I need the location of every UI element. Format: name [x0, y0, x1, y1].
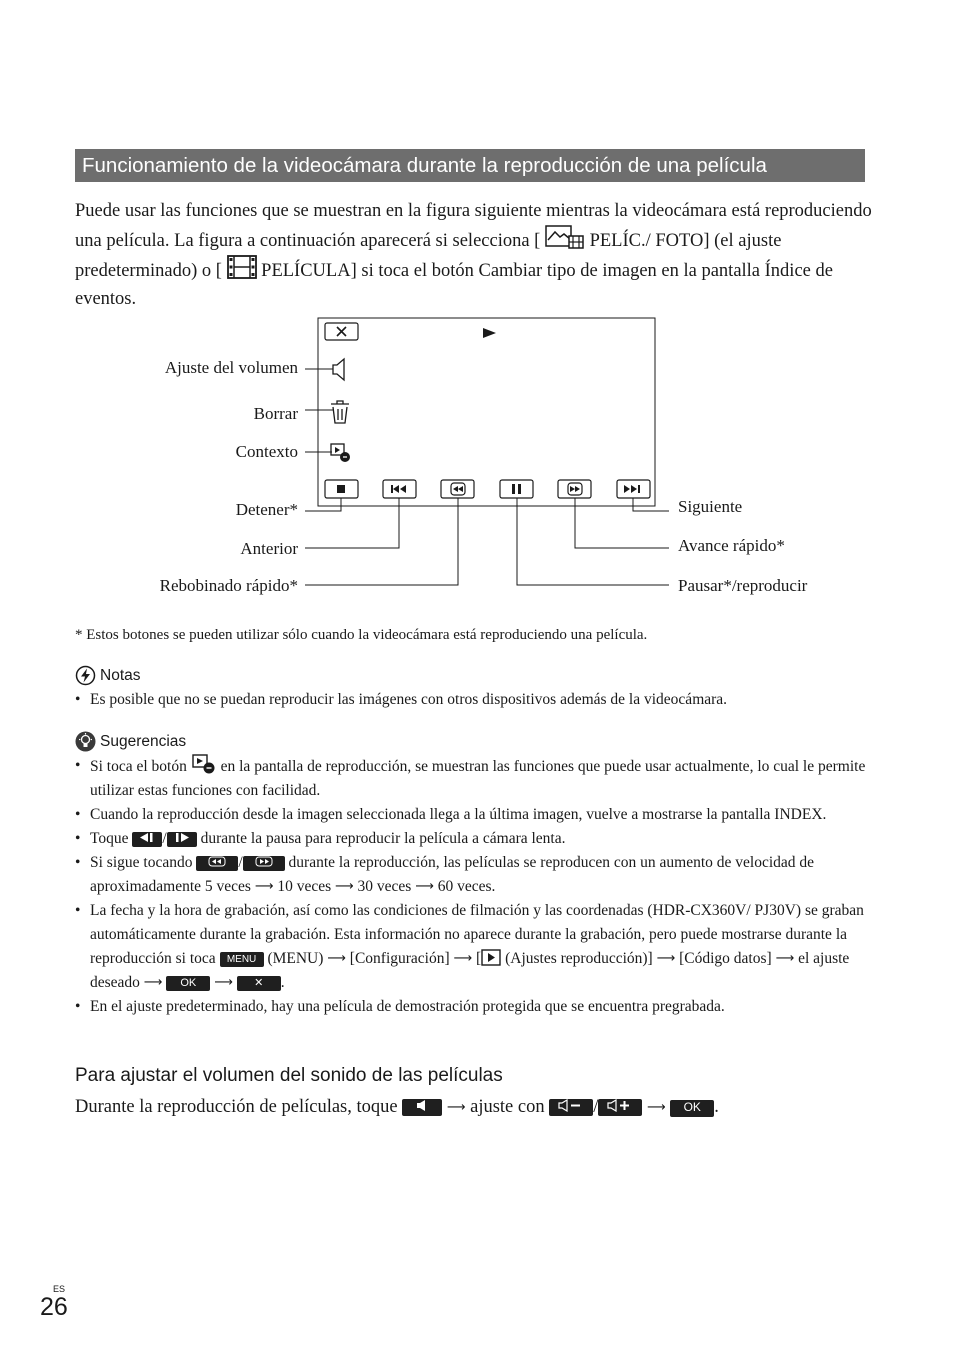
rewind-button-small: [196, 856, 238, 871]
menu-button: MENU: [220, 952, 264, 967]
arrow-icon: ⟶: [415, 879, 434, 894]
slow-forward-icon: [172, 832, 192, 843]
volume-section-title: Para ajustar el volumen del sonido de las películas: [75, 1065, 503, 1086]
arrow-icon: ⟶: [254, 879, 274, 894]
rewind-icon: [207, 856, 227, 867]
volume-up-icon: [606, 1099, 634, 1112]
volume-down-button: [549, 1099, 593, 1116]
label-volume: Ajuste del volumen: [164, 358, 298, 377]
tips-list: [75, 754, 875, 1019]
notes-heading: [75, 665, 141, 686]
intro-text-1: Puede usar las funciones que se muestran en la figura siguiente mientras la videocámara está reproduciendo una película. La figura a continuación aparecerá si selecciona [: [75, 201, 872, 251]
slow-forward-button: [167, 832, 197, 847]
label-next: Siguiente: [678, 497, 743, 516]
tips-heading: [75, 731, 186, 752]
volume-section-text: Durante la reproducción de películas, toque ⟶ ajuste con / ⟶ OK .: [75, 1097, 719, 1117]
arrow-icon: ⟶: [656, 951, 676, 966]
tip-text: [Código datos]: [679, 950, 772, 967]
ok-button: OK: [670, 1100, 714, 1117]
tip-text: 10 veces: [277, 878, 332, 895]
stop-icon: [337, 485, 345, 493]
arrow-icon: ⟶: [647, 1100, 666, 1115]
arrow-icon: ⟶: [335, 879, 354, 894]
ok-button: OK: [166, 976, 210, 991]
forward-icon: [254, 856, 274, 867]
forward-button-small: [243, 856, 285, 871]
next-button[interactable]: [617, 480, 650, 498]
volume-up-button: [598, 1099, 642, 1116]
footnote: * Estos botones se pueden utilizar sólo cuando la videocámara está reproduciendo una película.: [75, 627, 648, 643]
tip-text: 60 veces.: [437, 878, 496, 895]
list-item: • En el ajuste predeterminado, hay una película de demostración protegida que se encuentra pregrabada.: [75, 995, 875, 1019]
tip-text: Si toca el botón: [90, 758, 187, 775]
tip-text: (Ajustes reproducción)]: [505, 950, 653, 967]
volume-text: ajuste con: [470, 1097, 545, 1117]
arrow-icon: ⟶: [446, 1100, 466, 1115]
pause-button[interactable]: [500, 480, 533, 498]
section-heading: Funcionamiento de la videocámara durante la reproducción de una película: [75, 149, 865, 182]
volume-button-small: [402, 1099, 442, 1116]
forward-button[interactable]: [558, 480, 591, 498]
label-previous: Anterior: [240, 539, 298, 558]
tip-text: el ajuste deseado: [90, 950, 850, 991]
list-item: [75, 754, 875, 803]
page-number: 26: [40, 1293, 68, 1321]
list-item: • La fecha y la hora de grabación, así como las condiciones de filmación y las coordenadas (HDR-CX360V/ PJ30V) se graban automáticamente durante la grabación. Esta información no aparece durante la grabación, pero puede mostrarse durante la reproducción si toca MENU (MENU) ⟶ [Configuración] ⟶ [ (Ajustes reproducción)] ⟶ [Código datos] ⟶ el ajuste deseado ⟶ OK ⟶ ✕ .: [75, 899, 875, 995]
list-item: • Cuando la reproducción desde la imagen seleccionada llega a la última imagen, vuelve a mostrarse la pantalla INDEX.: [75, 803, 875, 827]
label-delete: Borrar: [253, 404, 298, 423]
list-item: • Es posible que no se puedan reproducir las imágenes con otros dispositivos además de la videocámara.: [75, 688, 875, 712]
context-icon: [191, 754, 217, 774]
notes-icon: [75, 665, 96, 686]
tip-text: durante la pausa para reproducir la película a cámara lenta.: [200, 830, 566, 847]
list-item: • Si sigue tocando / durante la reproducción, las películas se reproducen con un aumento de velocidad de aproximadamente 5 veces ⟶ 10 veces ⟶ 30 veces ⟶ 60 veces.: [75, 851, 875, 899]
tip-text: Toque: [90, 830, 129, 847]
list-item: • Toque / durante la pausa para reproducir la película a cámara lenta.: [75, 827, 875, 851]
arrow-icon: ⟶: [143, 975, 163, 990]
arrow-icon: ⟶: [327, 951, 346, 966]
tips-title: Sugerencias: [100, 732, 187, 750]
tip-text: [Configuración]: [349, 950, 450, 967]
label-forward: Avance rápido*: [678, 536, 785, 555]
tip-text: (MENU): [267, 950, 324, 967]
tip-text: 30 veces: [357, 878, 412, 895]
speaker-icon: [415, 1099, 429, 1112]
rewind-button[interactable]: [441, 480, 474, 498]
page-language: ES: [53, 1284, 66, 1294]
volume-down-icon: [557, 1099, 585, 1112]
notes-list: [75, 688, 875, 712]
label-pause: Pausar*/reproducir: [678, 576, 808, 595]
intro-text-2: PELÍC./ FOTO] (el ajuste predeterminado) o [: [75, 231, 782, 281]
tip-text: Si sigue tocando: [90, 854, 193, 871]
arrow-icon: ⟶: [775, 951, 795, 966]
close-button[interactable]: [325, 323, 358, 340]
label-stop: Detener*: [235, 500, 298, 519]
playback-screen-diagram: [0, 0, 954, 620]
tip-text: [: [476, 950, 482, 967]
tip-text: La fecha y la hora de grabación, así como las condiciones de filmación y las coordenadas (HDR-CX360V/ PJ30V) se graban automáticamente durante la grabación. Esta información no aparece durante la grabación, pero puede mostrarse durante la reproducción si toca: [90, 902, 864, 967]
intro-text-3: PELÍCULA] si toca el botón Cambiar tipo de imagen en la pantalla Índice de eventos.: [75, 261, 833, 309]
label-rewind: Rebobinado rápido*: [159, 576, 298, 595]
stop-button[interactable]: [325, 480, 358, 498]
slow-reverse-button: [132, 832, 162, 847]
tips-icon: [75, 731, 96, 752]
notes-title: Notas: [100, 666, 141, 684]
tip-text: en la pantalla de reproducción, se muestran las funciones que puede usar actualmente, lo cual le permite utilizar estas funciones con facilidad.: [90, 758, 866, 799]
close-button-small: ✕: [237, 976, 281, 991]
label-context: Contexto: [235, 442, 298, 461]
arrow-icon: ⟶: [214, 975, 233, 990]
previous-button[interactable]: [383, 480, 416, 498]
playback-icon: [481, 949, 501, 966]
volume-text: Durante la reproducción de películas, toque: [75, 1097, 398, 1117]
slow-reverse-icon: [137, 832, 157, 843]
tip-text: durante la reproducción, las películas se reproducen con un aumento de velocidad de aproximadamente 5 veces: [90, 854, 815, 895]
arrow-icon: ⟶: [453, 951, 473, 966]
